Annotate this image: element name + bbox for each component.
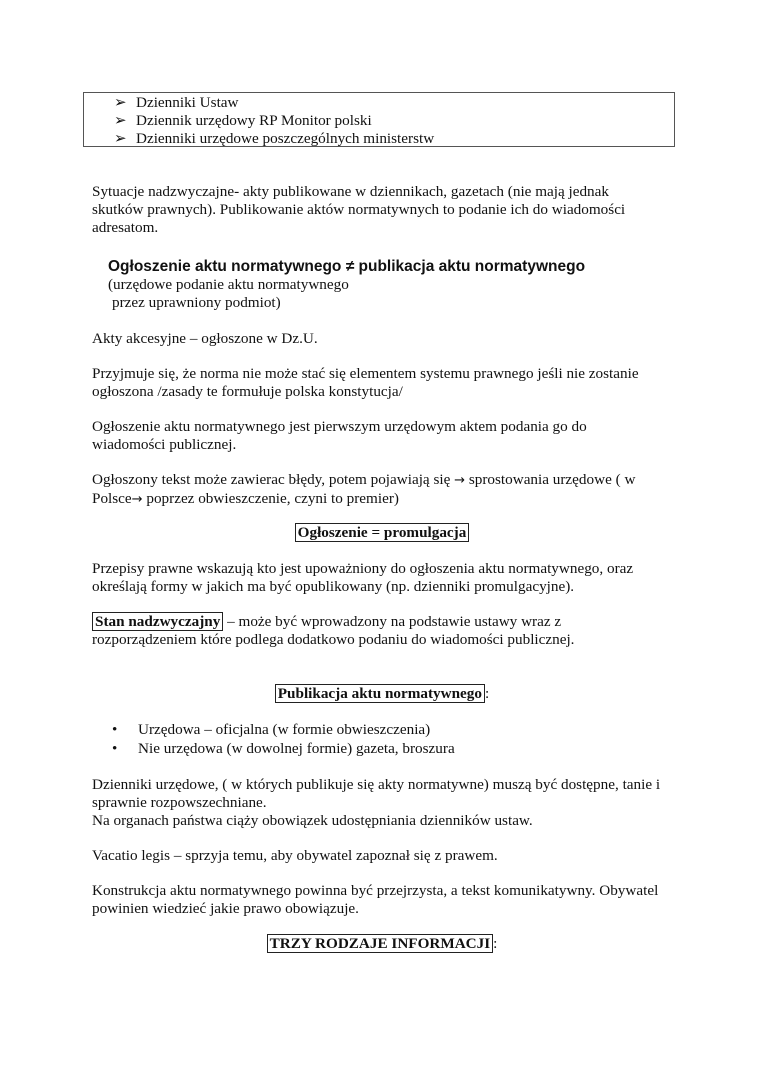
- list-item: ➢ Dziennik urzędowy RP Monitor polski: [114, 112, 372, 129]
- list-item: • Nie urzędowa (w dowolnej formie) gazeta, broszura: [112, 740, 455, 757]
- state-of-emergency-term: Stan nadzwyczajny: [92, 612, 223, 631]
- paragraph-vacatio-legis: Vacatio legis – sprzyja temu, aby obywatel zapoznał się z prawem.: [92, 847, 498, 864]
- list-item: • Urzędowa – oficjalna (w formie obwieszczenia): [112, 721, 431, 738]
- paragraph-first-official-act: Ogłoszenie aktu normatywnego jest pierwszym urzędowym aktem podania go do wiadomości publicznej.: [92, 418, 587, 453]
- right-arrow-icon: →: [131, 492, 143, 507]
- list-item: ➢ Dzienniki Ustaw: [114, 94, 239, 111]
- paragraph-errors-corrections: Ogłoszony tekst może zawierac błędy, potem pojawiają się → sprostowania urzędowe ( w Polsce→ poprzez obwieszczenie, czyni to premier): [92, 471, 636, 507]
- paragraph-construction: Konstrukcja aktu normatywnego powinna być przejrzysta, a tekst komunikatywny. Obywatel powinien wiedzieć jakie prawo obowiązuje.: [92, 882, 659, 917]
- heading-announcement-note: (urzędowe podanie aktu normatywnego przez uprawniony podmiot): [108, 276, 349, 311]
- paragraph-norm-rule: Przyjmuje się, że norma nie może stać się elementem systemu prawnego jeśli nie zostanie ogłoszona /zasady te formułuje polska konstytucja/: [92, 365, 639, 400]
- paragraph-legal-provisions: Przepisy prawne wskazują kto jest upoważniony do ogłoszenia aktu normatywnego, oraz określają formy w jakich ma być opublikowany (np. dzienniki promulgacyjne).: [92, 560, 634, 595]
- top-list-box: [83, 92, 675, 147]
- right-arrow-icon: →: [454, 473, 466, 488]
- paragraph-state-of-emergency: Stan nadzwyczajny – może być wprowadzony na podstawie ustawy wraz z rozporządzeniem które podlega dodatkowo podaniu do wiadomości publicznej.: [92, 613, 575, 648]
- bullet-icon: •: [112, 740, 118, 757]
- heading-promulgation: Ogłoszenie = promulgacja: [92, 524, 672, 542]
- arrow-bullet-icon: ➢: [114, 112, 127, 129]
- arrow-bullet-icon: ➢: [114, 130, 127, 147]
- heading-publication: Publikacja aktu normatywnego :: [92, 685, 672, 703]
- list-item: ➢ Dzienniki urzędowe poszczególnych ministerstw: [114, 130, 435, 147]
- heading-three-types: TRZY RODZAJE INFORMACJI :: [92, 935, 672, 953]
- paragraph-accession-acts: Akty akcesyjne – ogłoszone w Dz.U.: [92, 330, 318, 347]
- bullet-icon: •: [112, 721, 118, 738]
- paragraph-situations: Sytuacje nadzwyczajne- akty publikowane w dziennikach, gazetach (nie mają jednak skutków prawnych). Publikowanie aktów normatywnych to podanie ich do wiadomości adresatom.: [92, 183, 626, 236]
- arrow-bullet-icon: ➢: [114, 94, 127, 111]
- heading-announcement-vs-publication: Ogłoszenie aktu normatywnego ≠ publikacja aktu normatywnego: [108, 258, 586, 275]
- paragraph-official-journals: Dzienniki urzędowe, ( w których publikuje się akty normatywne) muszą być dostępne, tanie i sprawnie rozpowszechniane. Na organach państwa ciąży obowiązek udostępniania dzienników ustaw.: [92, 776, 661, 829]
